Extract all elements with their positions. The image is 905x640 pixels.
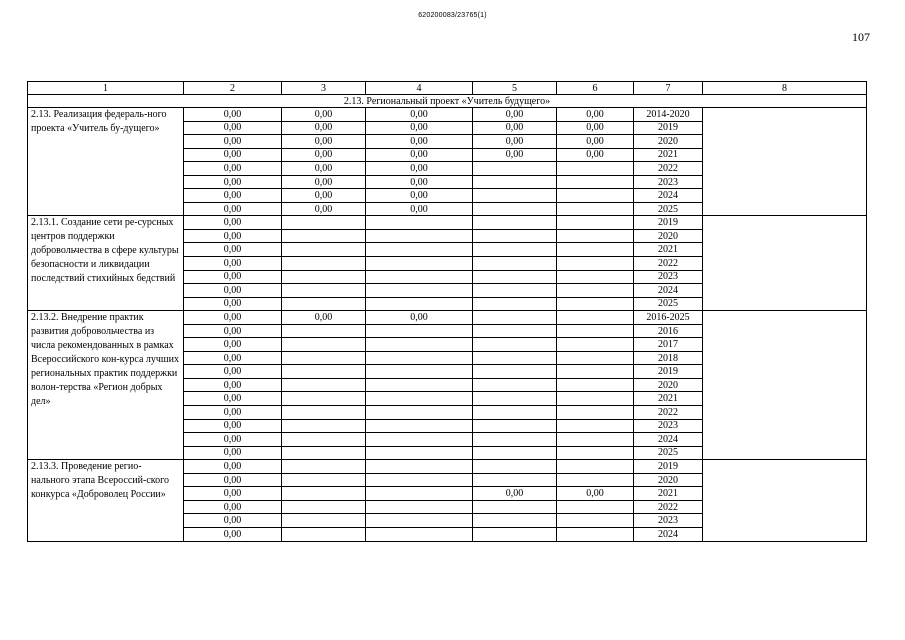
table-cell	[557, 297, 634, 311]
table-cell: 0,00	[184, 324, 282, 338]
table-cell: 0,00	[184, 108, 282, 122]
table-cell	[557, 202, 634, 216]
table-cell: 0,00	[184, 500, 282, 514]
table-cell	[557, 243, 634, 257]
table-cell	[282, 527, 366, 541]
table-cell: 0,00	[184, 460, 282, 474]
table-cell	[366, 284, 473, 298]
table-row	[28, 108, 867, 122]
table-cell	[473, 257, 557, 271]
table-cell: 0,00	[184, 229, 282, 243]
row-label: 2.13.2. Внедрение практик развития добровольчества из числа рекомендованных в рамках Всероссийского кон-курса лучших региональных практик поддержки волон-терства «Регион добрых дел»	[28, 311, 184, 460]
table-cell: 0,00	[282, 189, 366, 203]
table-cell	[282, 257, 366, 271]
table-cell	[473, 406, 557, 420]
table-cell: 2024	[634, 189, 703, 203]
table-cell	[282, 216, 366, 230]
table-cell: 2018	[634, 351, 703, 365]
table-cell: 2022	[634, 257, 703, 271]
table-cell	[366, 392, 473, 406]
table-cell: 2019	[634, 121, 703, 135]
table-cell: 0,00	[366, 162, 473, 176]
table-cell	[557, 175, 634, 189]
table-cell: 0,00	[282, 162, 366, 176]
table-cell: 0,00	[184, 243, 282, 257]
table-cell	[557, 527, 634, 541]
table-cell	[473, 284, 557, 298]
table-cell	[473, 365, 557, 379]
table-cell	[557, 514, 634, 528]
table-row	[28, 311, 867, 325]
table-cell	[366, 446, 473, 460]
table-cell: 0,00	[282, 175, 366, 189]
table-cell: 2024	[634, 284, 703, 298]
table-cell	[557, 433, 634, 447]
table-cell: 0,00	[184, 406, 282, 420]
table-cell	[282, 487, 366, 501]
table-cell	[557, 378, 634, 392]
table-cell: 2022	[634, 162, 703, 176]
table-cell: 0,00	[473, 121, 557, 135]
table-cell	[282, 406, 366, 420]
table-cell	[282, 378, 366, 392]
row-label: 2.13. Реализация федераль-ного проекта «Учитель бу-дущего»	[28, 108, 184, 216]
table-cell	[366, 216, 473, 230]
table-cell: 2021	[634, 392, 703, 406]
header-cell: 6	[557, 82, 634, 95]
notes-cell	[703, 108, 867, 216]
table-cell	[473, 338, 557, 352]
table-cell: 2020	[634, 135, 703, 149]
table-cell	[282, 460, 366, 474]
header-cell: 3	[282, 82, 366, 95]
table-cell: 2024	[634, 527, 703, 541]
table-cell	[473, 392, 557, 406]
table-cell	[366, 419, 473, 433]
table-cell	[366, 229, 473, 243]
table-cell	[282, 392, 366, 406]
row-label: 2.13.1. Создание сети ре-сурсных центров поддержки добровольчества в сфере культуры безопасности и ликвидации последствий стихийных бедствий	[28, 216, 184, 311]
table-cell	[557, 324, 634, 338]
table-cell	[557, 229, 634, 243]
table-cell	[473, 378, 557, 392]
table-cell: 2025	[634, 202, 703, 216]
table-cell: 2019	[634, 365, 703, 379]
table-cell: 2014-2020	[634, 108, 703, 122]
table-cell: 2025	[634, 297, 703, 311]
table-cell: 0,00	[366, 135, 473, 149]
table-cell: 0,00	[184, 514, 282, 528]
table-cell	[473, 175, 557, 189]
table-cell: 2023	[634, 514, 703, 528]
table-cell: 0,00	[557, 487, 634, 501]
table-cell	[366, 270, 473, 284]
table-cell: 2021	[634, 148, 703, 162]
table-cell	[366, 365, 473, 379]
table-cell: 0,00	[366, 189, 473, 203]
table-cell	[366, 433, 473, 447]
table-cell: 0,00	[184, 297, 282, 311]
table-cell: 0,00	[184, 351, 282, 365]
table-cell	[473, 243, 557, 257]
table-cell	[282, 270, 366, 284]
table-cell: 0,00	[282, 135, 366, 149]
header-cell: 2	[184, 82, 282, 95]
table-cell: 0,00	[282, 108, 366, 122]
table-cell	[282, 229, 366, 243]
table-cell	[473, 419, 557, 433]
table-cell	[473, 162, 557, 176]
table-cell: 0,00	[184, 392, 282, 406]
table-cell: 0,00	[557, 135, 634, 149]
table-cell	[282, 351, 366, 365]
table-cell: 2023	[634, 270, 703, 284]
table-cell	[282, 446, 366, 460]
table-cell	[557, 257, 634, 271]
table-cell	[366, 243, 473, 257]
section-row	[28, 95, 867, 108]
table-cell	[557, 351, 634, 365]
table-cell: 0,00	[184, 473, 282, 487]
table-cell	[473, 473, 557, 487]
table-cell: 2017	[634, 338, 703, 352]
table-cell	[282, 500, 366, 514]
table-cell: 2023	[634, 175, 703, 189]
table-cell	[473, 446, 557, 460]
table-cell	[557, 419, 634, 433]
table-cell: 2020	[634, 378, 703, 392]
table-cell	[473, 324, 557, 338]
table-cell: 0,00	[184, 446, 282, 460]
table-cell	[473, 351, 557, 365]
table-cell	[282, 243, 366, 257]
table-cell	[557, 392, 634, 406]
table-cell	[473, 270, 557, 284]
table-cell	[282, 365, 366, 379]
table-cell: 0,00	[184, 365, 282, 379]
section-title: 2.13. Региональный проект «Учитель будущего»	[28, 95, 867, 108]
table-cell	[473, 527, 557, 541]
table-cell: 0,00	[366, 202, 473, 216]
table-cell	[557, 189, 634, 203]
table-cell: 0,00	[184, 148, 282, 162]
table-cell	[366, 487, 473, 501]
table-cell: 0,00	[473, 148, 557, 162]
table-cell	[473, 311, 557, 325]
table-cell: 0,00	[184, 527, 282, 541]
table-cell: 0,00	[473, 487, 557, 501]
notes-cell	[703, 216, 867, 311]
table-cell	[473, 297, 557, 311]
table-cell	[282, 284, 366, 298]
table-cell: 0,00	[366, 148, 473, 162]
table-cell	[473, 229, 557, 243]
table-cell: 2021	[634, 243, 703, 257]
table-cell	[366, 297, 473, 311]
table-cell: 2019	[634, 460, 703, 474]
document-id: 620200083/23765(1)	[418, 12, 487, 19]
table-cell: 0,00	[366, 311, 473, 325]
table-cell: 2016	[634, 324, 703, 338]
table-cell: 0,00	[366, 108, 473, 122]
table-cell	[366, 338, 473, 352]
table-cell: 0,00	[184, 378, 282, 392]
table-cell	[557, 460, 634, 474]
table-cell: 0,00	[473, 108, 557, 122]
table-cell	[282, 473, 366, 487]
header-row	[28, 82, 867, 95]
table-cell: 2024	[634, 433, 703, 447]
table-cell	[473, 500, 557, 514]
table-cell	[473, 189, 557, 203]
table-cell: 0,00	[184, 257, 282, 271]
row-label: 2.13.3. Проведение регио-нального этапа Всероссий-ского конкурса «Доброволец России»	[28, 460, 184, 541]
table-row	[28, 460, 867, 474]
table-cell: 0,00	[366, 175, 473, 189]
table-cell	[282, 338, 366, 352]
page-number: 107	[852, 30, 870, 44]
table-cell	[366, 514, 473, 528]
table-cell: 2020	[634, 473, 703, 487]
table-cell: 0,00	[184, 175, 282, 189]
table-cell: 0,00	[184, 338, 282, 352]
table-cell: 0,00	[557, 148, 634, 162]
table-cell	[557, 446, 634, 460]
table-cell: 0,00	[184, 433, 282, 447]
table-cell	[557, 270, 634, 284]
table-cell	[557, 216, 634, 230]
table-cell	[557, 311, 634, 325]
table-cell: 0,00	[184, 216, 282, 230]
table-cell	[557, 338, 634, 352]
table-cell: 0,00	[366, 121, 473, 135]
table-cell: 0,00	[557, 121, 634, 135]
table-cell: 0,00	[557, 108, 634, 122]
table-cell: 0,00	[184, 284, 282, 298]
table-cell: 2022	[634, 500, 703, 514]
table-cell	[473, 460, 557, 474]
table-cell	[282, 433, 366, 447]
table-cell	[366, 527, 473, 541]
table-cell	[557, 284, 634, 298]
header-cell: 5	[473, 82, 557, 95]
table-cell: 2021	[634, 487, 703, 501]
table-cell: 2025	[634, 446, 703, 460]
table-cell	[282, 324, 366, 338]
table-cell: 2016-2025	[634, 311, 703, 325]
table-cell: 0,00	[473, 135, 557, 149]
table-cell: 0,00	[282, 202, 366, 216]
table-cell: 0,00	[184, 121, 282, 135]
table-cell	[366, 500, 473, 514]
table-cell	[557, 500, 634, 514]
table-cell	[473, 433, 557, 447]
table-cell: 0,00	[184, 162, 282, 176]
table-cell: 2019	[634, 216, 703, 230]
table-cell	[473, 514, 557, 528]
notes-cell	[703, 311, 867, 460]
table-cell	[366, 324, 473, 338]
table-cell	[473, 216, 557, 230]
table-cell: 0,00	[184, 189, 282, 203]
table-cell	[557, 162, 634, 176]
table-cell: 0,00	[282, 148, 366, 162]
header-cell: 1	[28, 82, 184, 95]
table-cell	[282, 419, 366, 433]
table-cell	[282, 297, 366, 311]
table-cell: 0,00	[184, 202, 282, 216]
table-cell	[557, 406, 634, 420]
header-cell: 8	[703, 82, 867, 95]
table-cell: 2023	[634, 419, 703, 433]
table-cell: 0,00	[184, 311, 282, 325]
table-cell: 2020	[634, 229, 703, 243]
header-cell: 7	[634, 82, 703, 95]
table-cell	[473, 202, 557, 216]
table-cell: 2022	[634, 406, 703, 420]
table-cell: 0,00	[184, 487, 282, 501]
table-cell	[366, 460, 473, 474]
program-table	[27, 81, 867, 542]
table-cell: 0,00	[184, 135, 282, 149]
table-cell	[557, 473, 634, 487]
table-cell	[366, 378, 473, 392]
table-cell: 0,00	[282, 121, 366, 135]
table-cell: 0,00	[282, 311, 366, 325]
table-cell: 0,00	[184, 419, 282, 433]
table-cell	[366, 473, 473, 487]
table-cell	[366, 406, 473, 420]
notes-cell	[703, 460, 867, 541]
table-cell	[366, 351, 473, 365]
table-cell	[557, 365, 634, 379]
table-row	[28, 216, 867, 230]
table-cell	[366, 257, 473, 271]
table-cell	[282, 514, 366, 528]
table-cell: 0,00	[184, 270, 282, 284]
header-cell: 4	[366, 82, 473, 95]
